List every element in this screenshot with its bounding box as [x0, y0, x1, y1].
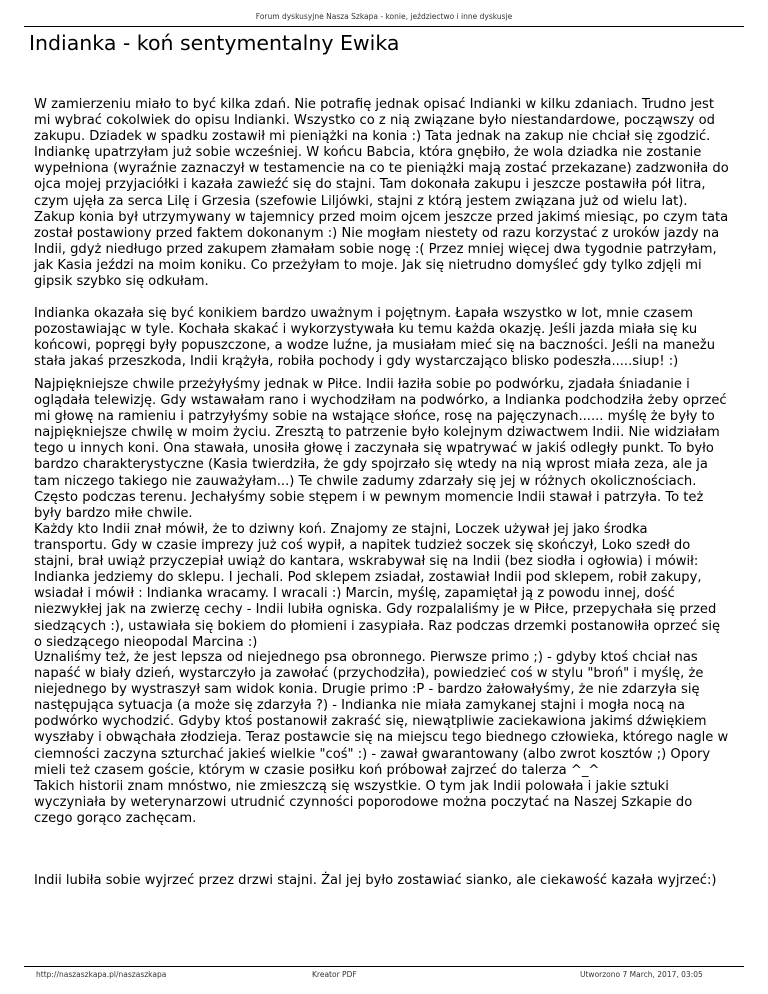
post-paragraph-1	[34, 97, 736, 290]
footer-url[interactable]: http://naszaszkapa.pl/naszaszkapa	[36, 970, 167, 979]
post-paragraph-2	[34, 306, 736, 370]
post-paragraph-7	[34, 873, 736, 889]
paragraph-text: Najpiękniejsze chwile przeżyłyśmy jednak w Piłce. Indii łaziła sobie po podwórku, zjadała śniadanie i oglądała telewizję. Gdy wstawałam rano i wychodziłam na podwórko, a Indianka podchodziła żeby oprzeć mi głowę na ramieniu i patrzyłyśmy sobie na wstające słońce, rosę na pajęczynach...... myślę że były to najpiękniejsze chwilę w moim życiu. Zresztą to patrzenie było kolejnym dziwactwem Indii. Nie widziałam tego u innych koni. Ona stawała, unosiła głowę i zaczynała się wpatrywać w jakiś odległy punkt. To było bardzo charakterystyczne (Kasia twierdziła, że gdy spojrzało się wtedy na nią wprost miała zeza, ale ja tam niczego takiego nie zauważyłam...) Te chwile zadumy zdarzały się jej w różnych okolicznościach. Często podczas terenu. Jechałyśmy sobie stępem i w pewnym momencie Indii stawał i patrzyła. To też były bardzo miłe chwile.	[34, 377, 727, 521]
paragraph-text: Indianka okazała się być konikiem bardzo uważnym i pojętnym. Łapała wszystko w lot, mnie czasem pozostawiając w tyle. Kochała skakać i wykorzystywała ku temu każda okazję. Jeśli jazda miała się ku końcowi, popręgi były popuszczone, a wodze luźne, ja musiałam mieć się na baczności. Jeśli na manežu stała jakaś przeszkoda, Indii krążyła, robiła pochody i gdy wystarczająco blisko podeszła.....siup! :)	[34, 306, 716, 370]
paragraph-text: Takich historii znam mnóstwo, nie zmieszczą się wszystkie. O tym jak Indii polowała i jakie sztuki wyczyniała by weterynarzowi utrudnić czynności poporodowe można poczytać na Naszej Szkapie do czego gorąco zachęcam.	[34, 779, 693, 827]
post-paragraph-6	[34, 779, 736, 827]
paragraph-text: W zamierzeniu miało to być kilka zdań. Nie potrafię jednak opisać Indianki w kilku zdaniach. Trudno jest mi wybrać cokolwiek do opisu Indianki. Wszystko co z nią związane było niestandardowe, począwszy od zakupu. Dziadek w spadku zostawił mi pieniążki na konia :) Tata jednak na zakup nie chciał się zgodzić. Indiankę upatrzyłam już sobie wcześniej. W końcu Babcia, która gnębiło, że wola dziadka nie zostanie wypełniona (wyraźnie zaznaczył w testamencie na co te pieniążki mają zostać przekazane) zadzwoniła do ojca mojej przyjaciółki i kazała zawieźć się do stajni. Tam dokonała zakupu i jeszcze postawiła pół litra, czym ujęła za serca Lilę i Grzesia (szefowie Liljówki, stajni z którą jestem związana już od wielu lat). Zakup konia był utrzymywany w tajemnicy przed moim ojcem jeszcze przed jakimś miesiąc, po czym tata został postawiony przed faktem dokonanym :) Nie mogłam niestety od razu korzystać z uroków jazdy na Indii, gdyż niedługo przed zakupem złamałam sobie nogę :( Przez mniej więcej dwa tygodnie patrzyłam, jak Kasia jeździ na moim koniku. Co przeżyłam to moje. Jak się nietrudno domyśleć gdy tylko zdjęli mi gipsik szybko się odkułam.	[34, 97, 729, 290]
footer-generator: Kreator PDF	[312, 970, 357, 979]
post-title: Indianka - koń sentymentalny Ewika	[29, 31, 400, 55]
paragraph-text: Indii lubiła sobie wyjrzeć przez drzwi stajni. Żal jej było zostawiać sianko, ale ciekawość kazała wyjrzeć:)	[34, 873, 717, 888]
post-paragraph-3	[34, 377, 736, 522]
post-paragraph-5	[34, 650, 736, 779]
post-paragraph-4	[34, 522, 736, 651]
header-divider	[24, 26, 744, 27]
footer-divider	[24, 966, 744, 967]
page-header: Forum dyskusyjne Nasza Szkapa - konie, jeździectwo i inne dyskusje	[255, 12, 513, 21]
paragraph-text: Każdy kto Indii znał mówił, że to dziwny koń. Znajomy ze stajni, Loczek używał jej jako środka transportu. Gdy w czasie imprezy już coś wypił, a napitek tudzież soczek się skończył, Loko szedł do stajni, brał uwiąż przyczepiał uwiąż do kantara, wskrabywał się na Indii (bez siodła i ogłowia) i mówił: Indianka jedziemy do sklepu. I jechali. Pod sklepem zsiadał, zostawiał Indii pod sklepem, robił zakupy, wsiadał i mówił : Indianka wracamy. I wracali :) Marcin, myślę, zapamiętał ją z powodu innej, dość niezwykłej jak na zwierzę cechy - Indii lubiła ogniska. Gdy rozpalaliśmy je w Piłce, przepychała się przed siedzących :), ustawiała się bokiem do płomieni i zasypiała. Raz podczas drzemki postanowiła oprzeć się o siedzącego nieopodal Marcina :)	[34, 522, 721, 650]
footer-created-date: Utworzono 7 March, 2017, 03:05	[580, 970, 703, 979]
paragraph-text: Uznaliśmy też, że jest lepsza od niejednego psa obronnego. Pierwsze primo ;) - gdyby ktoś chciał nas napaść w biały dzień, wystarczyło ja zawołać (przychodziła), powiedzieć coś w stylu "broń" i myślę, że niejednego by wystraszył sam widok konia. Drugie primo :P - bardzo żałowałyśmy, że nie zdarzyła się następująca sytuacja (a może się zdarzyła ?) - Indianka nie miała zamykanej stajni i mogła nocą na podwórko wychodzić. Gdyby ktoś postanowił zakraść się, niewątpliwie zaciekawiona jakimś dźwiękiem wyszłaby i obwąchała złodzieja. Teraz postawcie się na miejscu tego biednego człowieka, którego nagle w ciemności zaczyna szturchać jakieś wielkie "coś" :) - zawał gwarantowany (albo zwrot kosztów ;) Opory mieli też czasem goście, którym w czasie posiłku koń próbował zajrzeć do talerza ^_^	[34, 650, 729, 778]
